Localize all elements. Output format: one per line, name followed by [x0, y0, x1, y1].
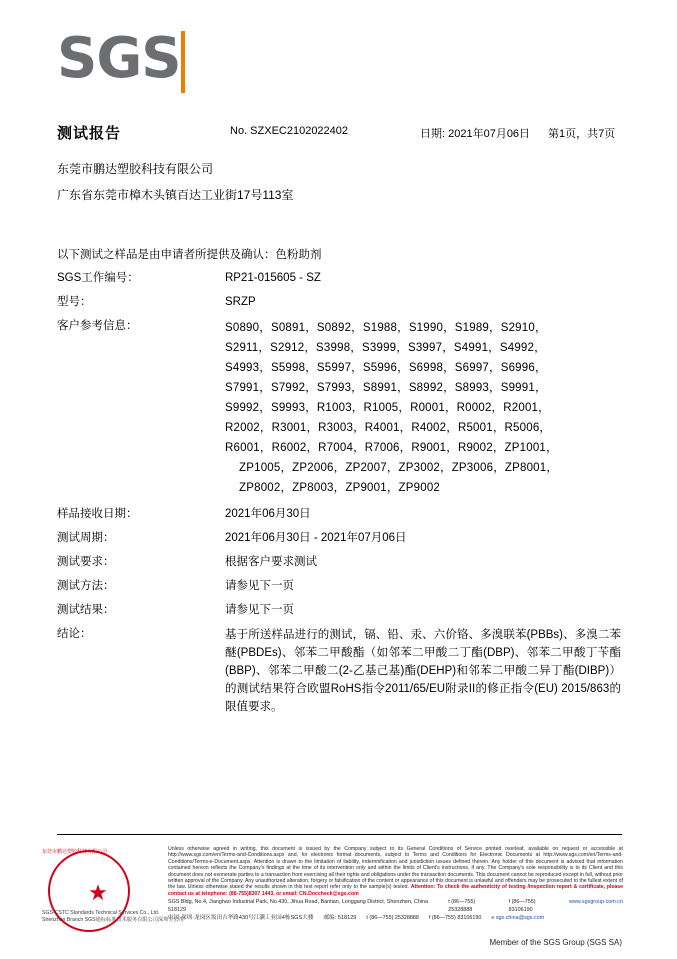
- footer-address-block: [168, 898, 623, 922]
- field-label-conclusion: 结论：: [57, 628, 92, 640]
- footer-zip-cn: 邮编: 518129: [323, 915, 357, 921]
- footer-fax-en: f (86—755) 83106190: [508, 899, 536, 913]
- footer-disclaimer: [168, 846, 623, 897]
- sgs-logo-text: SGS: [57, 26, 181, 91]
- report-date: 日期: 2021年07月06日: [420, 128, 531, 140]
- field-row: [57, 578, 627, 595]
- field-value-model: SRZP: [225, 296, 256, 308]
- footer-phone-cn: t (86—755) 25328888: [366, 915, 419, 921]
- footer-address-row-cn: [168, 914, 623, 922]
- field-value-job-number: RP21-015605 - SZ: [225, 272, 321, 284]
- reference-line: S9992，S9993，R1003，R1005，R0001，R0002，R2001，: [225, 402, 550, 414]
- footer-website[interactable]: www.sgsgroup.com.cn: [569, 899, 623, 905]
- sgs-logo-accent-bar: [181, 31, 185, 93]
- reference-line: ZP1005，ZP2006，ZP2007，ZP3002，ZP3006，ZP8001，: [239, 462, 559, 474]
- footer-fax-cn: f (86—755) 83106190: [428, 915, 482, 921]
- field-label-job-number: SGS工作编号：: [57, 272, 139, 284]
- footer-address-en: SGS Bldg, No.4, Jianghao Industrial Park, No.430, Jihua Road, Bantian, Longgang District, Shenzhen, China 518129: [168, 899, 429, 913]
- field-row: [57, 506, 627, 523]
- report-fields: [57, 270, 627, 723]
- stamp-side-line: SGS-CSTC Standards Technical Services Co., Ltd.: [42, 910, 160, 916]
- footer-divider: [57, 834, 622, 835]
- field-label-test-result: 测试结果：: [57, 604, 115, 616]
- field-row: [57, 602, 627, 619]
- field-label-test-requirement: 测试要求：: [57, 556, 115, 568]
- reference-line: S0890，S0891，S0892，S1988，S1990，S1989，S2910，: [225, 322, 547, 334]
- footer-phone-en: t (86—755) 25328888: [448, 899, 476, 913]
- field-value-customer-reference: [225, 318, 627, 498]
- field-label-test-period: 测试周期：: [57, 532, 115, 544]
- company-stamp: [42, 848, 184, 938]
- reference-line: R2002，R3001，R3003，R4001，R4002，R5001，R5006，: [225, 422, 552, 434]
- field-row: [57, 294, 627, 311]
- reference-line: S2911，S2912，S3998，S3999，S3997，S4991，S4992，: [225, 342, 546, 354]
- reference-line: ZP8002，ZP8003，ZP9001，ZP9002: [239, 482, 441, 494]
- footer-email[interactable]: e sgs.china@sgs.com: [491, 915, 545, 921]
- field-label-customer-reference: 客户参考信息：: [57, 320, 138, 332]
- field-value-conclusion: 基于所送样品进行的测试，镉、铅、汞、六价铬、多溴联苯(PBBs)、多溴二苯醚(PBDEs)、邻苯二甲酸酯（如邻苯二甲酸二丁酯(DBP)、邻苯二甲酸丁苄酯(BBP)、邻苯二甲酸二(2-乙基己基)酯(DEHP)和邻苯二甲酸二异丁酯(DIBP)）的测试结果符合欧盟RoHS指令2011/65/EU附录II的修正指令(EU) 2015/863的限值要求。: [225, 629, 621, 713]
- footer-address-cn: 中国·深圳·龙岗区坂田吉华路430号江灏工业园4栋SGS大楼: [168, 915, 314, 921]
- sgs-logo: [57, 28, 317, 98]
- field-row: [57, 554, 627, 571]
- field-label-test-method: 测试方法：: [57, 580, 115, 592]
- report-header-row: [57, 122, 622, 146]
- reference-line: S4993，S5998，S5997，S5996，S6998，S6997，S6996，: [225, 362, 547, 374]
- footer-attention-text: Attention: To check the authenticity of testing /inspection report & certificate, please contact us at telephone: (86-755)8307 1443, or email: CN.Doccheck@sgs.com: [168, 884, 623, 897]
- company-name: 东莞市鹏达塑胶科技有限公司: [57, 162, 214, 176]
- field-row-customer-reference: [57, 318, 627, 498]
- footer-disclaimer-text: Unless otherwise agreed in writing, this document is issued by the Company subject to its General Conditions of Service printed overleaf, available on request or accessible at http://www.sgs.com/en/Terms-and-Conditions.aspx and, for electronic format documents, subject to Terms and Conditions for Electronic Documents at http://www.sgs.com/en/Terms-and-Conditions/Terms-e-Document.aspx. Attention is drawn to the limitation of liability, indemnification and jurisdiction issues defined therein. Any holder of this document is advised that information contained hereon reflects the Company's findings at the time of its intervention only and within the limits of Client's instructions, if any. The Company's sole responsibility is to its Client and this document does not exonerate parties to a transaction from exercising all their rights and obligations under the transaction documents. This document cannot be reproduced except in full, without prior written approval of the Company. Any unauthorized alteration, forgery or falsification of the content or appearance of this document is unlawful and offenders may be prosecuted to the fullest extent of the law. Unless otherwise stated the results shown in this test report refer only to the sample(s) tested.: [168, 846, 623, 891]
- stamp-side-line: Shenzhen Branch SGS通标标准技术服务有限公司深圳分公司: [42, 917, 184, 923]
- field-value-test-method: 请参见下一页: [225, 580, 294, 592]
- footer-address-row-en: [168, 898, 623, 914]
- reference-line: S7991，S7992，S7993，S8991，S8992，S8993，S9991，: [225, 382, 547, 394]
- field-value-test-result: 请参见下一页: [225, 604, 294, 616]
- stamp-ring-text: 东莞市鹏达塑胶科技有限公司: [42, 849, 108, 855]
- field-label-received-date: 样品接收日期：: [57, 508, 138, 520]
- field-value-test-period: 2021年06月30日 - 2021年07月06日: [225, 532, 407, 544]
- field-label-model: 型号：: [57, 296, 92, 308]
- report-number: No. SZXEC2102022402: [230, 125, 349, 137]
- page-indicator: 第1页，共7页: [548, 128, 616, 140]
- field-row: [57, 530, 627, 547]
- company-address: 广东省东莞市樟木头镇百达工业街17号113室: [57, 188, 294, 202]
- sample-statement: 以下测试之样品是由申请者所提供及确认：色粉助剂: [57, 249, 322, 261]
- reference-line: R6001，R6002，R7004，R7006，R9001，R9002，ZP1001，: [225, 442, 558, 454]
- page-title: 测试报告: [57, 125, 122, 142]
- field-row: [57, 270, 627, 287]
- star-icon: ★: [88, 880, 108, 905]
- field-row-conclusion: [57, 626, 627, 716]
- footer-member-note: Member of the SGS Group (SGS SA): [489, 938, 622, 947]
- field-value-test-requirement: 根据客户要求测试: [225, 556, 317, 568]
- field-value-received-date: 2021年06月30日: [225, 508, 311, 520]
